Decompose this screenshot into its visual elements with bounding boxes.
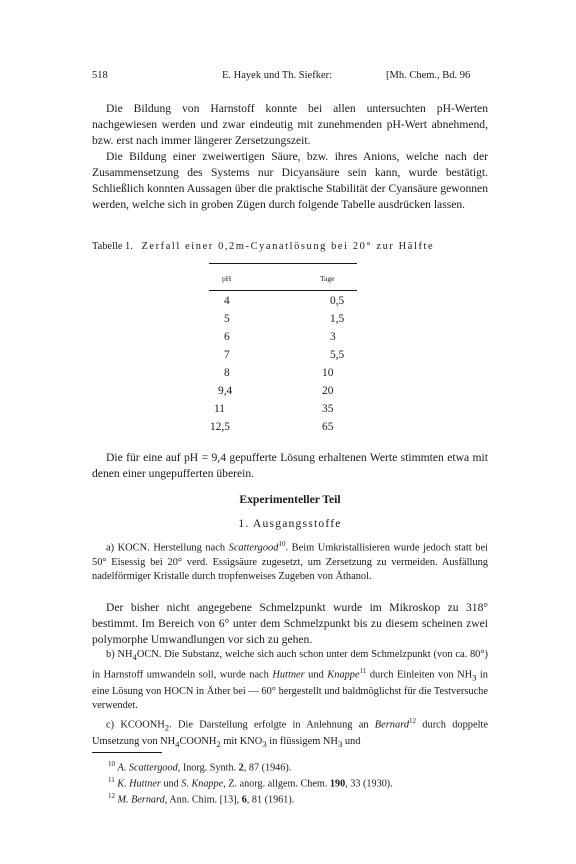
table-caption-text: Zerfall einer 0,2m-Cyanatlösung bei 20° zur Hälfte (141, 241, 435, 252)
header-authors: E. Hayek und Th. Siefker: (222, 70, 333, 81)
page-number: 518 (92, 70, 108, 81)
table-caption (92, 241, 492, 252)
paragraph-dicyanic-acid: Die Bildung einer zweiwertigen Säure, bzw. ihres Anions, welche nach der Zusammensetzung des Systems nur Dicyansäure sein kann, wurde bestätigt. Schließlich konnten Aussagen über die praktische Stabilität der Cyansäure gewonnen werden, welche sich in groben Zügen durch folgende Tabelle ausdrücken lassen. (92, 150, 488, 211)
footnote-rule (92, 752, 162, 753)
paragraph-urea: Die Bildung von Harnstoff konnte bei allen untersuchten pH-Werten nachgewiesen werden und zwar eindeutig mit zunehmenden pH-Wert abnehmend, bzw. erst nach immer längerer Zersetzungszeit. (92, 102, 488, 147)
running-header (92, 70, 488, 86)
table-cell-days: 65 (322, 421, 334, 433)
footnote-10: $^{10}$ A. Scattergood, Inorg. Synth. 2, 87 (1946). (108, 760, 292, 774)
section-title: Experimenteller Teil (239, 493, 341, 506)
item-c-kcoonh2: c) $KCOONH_2$. Die Darstellung erfolgte in Anlehnung an Bernard$^{12}$ durch doppelte Umsetzung von $NH_4COONH_2$ mit $KNO_3$ in flüssigem $NH_3$ und (92, 717, 488, 749)
table-header-ph: pH (222, 274, 232, 283)
section-subtitle: 1. Ausgangsstoffe (238, 517, 342, 530)
table-cell-ph: 9,4 (218, 385, 233, 397)
table-top-rule (209, 263, 357, 264)
table-cell-ph: 8 (224, 367, 230, 379)
table-cell-ph: 12,5 (210, 421, 230, 433)
table-cell-days: 1,5 (330, 313, 345, 325)
footnote-11: $^{11}$ K. Huttner und S. Knappe, Z. anorg. allgem. Chem. 190, 33 (1930). (108, 776, 393, 790)
item-a-kocn: a) KOCN. Herstellung nach Scattergood$^{10}$. Beim Umkristallisieren wurde jedoch statt bei 50° Eisessig bei 20° verd. Essigsäure zugesetzt, um Zersetzung zu vermeiden. Ausfällung nadelförmiger Kristalle durch tropfenweises Zugeben von Äthanol. (92, 540, 488, 582)
table-cell-ph: 11 (214, 403, 225, 415)
paragraph-melting-point: Der bisher nicht angegebene Schmelzpunkt wurde im Mikroskop zu 318° bestimmt. Im Bereich von 6° unter dem Schmelzpunkt bis zu diesem scheinen zwei polymorphe Umwandlungen vor sich zu gehen. (92, 601, 488, 646)
table-cell-days: 0,5 (330, 295, 345, 307)
table-header-rule (209, 290, 357, 291)
author-knappe: Knappe (327, 669, 360, 681)
table-cell-days: 20 (322, 385, 334, 397)
header-journal: [Mh. Chem., Bd. 96 (386, 70, 471, 81)
table-header-days: Tage (320, 274, 335, 283)
table-caption-label: Tabelle 1. (92, 241, 133, 252)
author-bernard: Bernard (374, 719, 410, 731)
table-cell-days: 35 (322, 403, 334, 415)
table-cell-days: 3 (330, 331, 336, 343)
table-cell-days: 10 (322, 367, 334, 379)
item-b-nh4ocn: b) $NH_4OCN$. Die Substanz, welche sich auch schon unter dem Schmelzpunkt (von ca. 80°) in Harnstoff umwandeln soll, wurde nach Huttner und Knappe$^{11}$ durch Einleiten von $NH_3$ in eine Lösung von HOCN in Äther bei — 60° hergestellt und baldmöglichst für die Testversuche verwendet. (92, 649, 488, 712)
author-huttner: Huttner (272, 669, 305, 681)
table-cell-ph: 5 (224, 313, 230, 325)
table-cell-ph: 6 (224, 331, 230, 343)
author-scattergood: Scattergood (228, 542, 279, 554)
paragraph-buffered: Die für eine auf pH = 9,4 gepufferte Lösung erhaltenen Werte stimmten etwa mit denen einer ungepufferten überein. (92, 451, 488, 480)
table-cell-ph: 4 (224, 295, 230, 307)
table-cell-days: 5,5 (330, 349, 345, 361)
table-cell-ph: 7 (224, 349, 230, 361)
footnote-12: $^{12}$ M. Bernard, Ann. Chim. [13], 6, 81 (1961). (108, 792, 295, 806)
